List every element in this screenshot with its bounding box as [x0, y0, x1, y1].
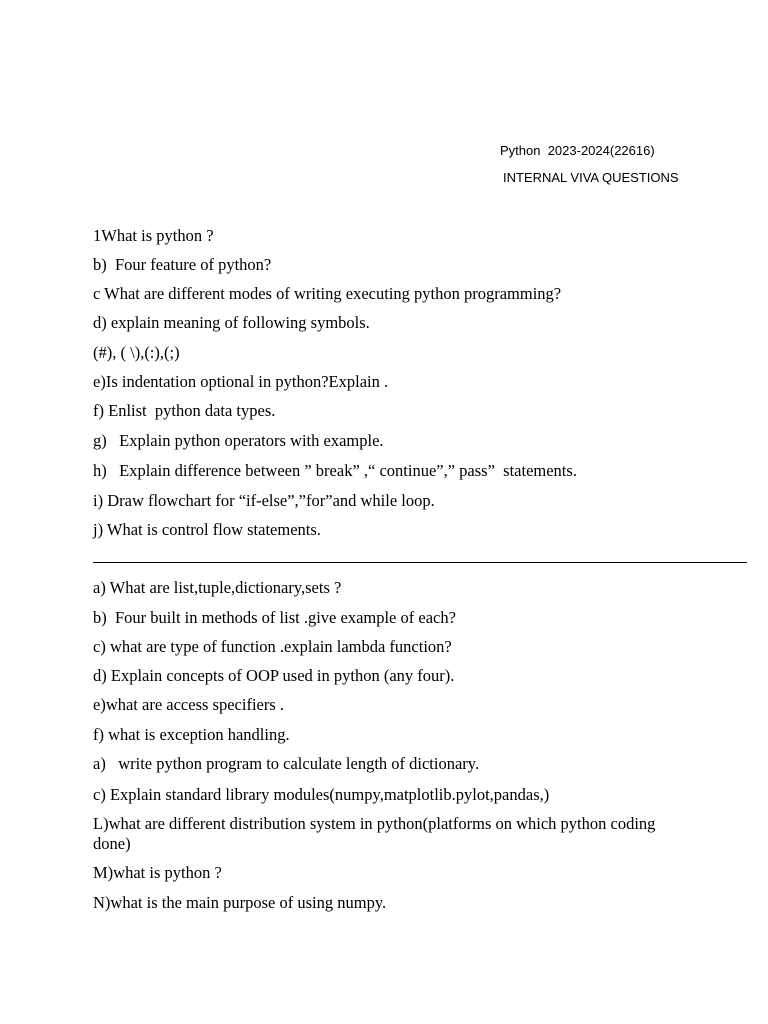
- question-2d: d) Explain concepts of OOP used in python (any four).: [93, 666, 455, 685]
- question-2e: e)what are access specifiers .: [93, 695, 285, 714]
- question-1h: h) Explain difference between ” break” ,“ continue”,” pass” statements.: [93, 461, 577, 480]
- question-2a-program: a) write python program to calculate length of dictionary.: [93, 754, 480, 773]
- question-1f: f) Enlist python data types.: [93, 401, 276, 420]
- question-2a: a) What are list,tuple,dictionary,sets ?: [93, 578, 342, 597]
- question-1b: b) Four feature of python?: [93, 255, 272, 274]
- question-2f: f) what is exception handling.: [93, 725, 290, 744]
- question-1e: e)Is indentation optional in python?Explain .: [93, 372, 389, 391]
- question-1c: c What are different modes of writing executing python programming?: [93, 284, 562, 303]
- question-1a: 1What is python ?: [93, 226, 214, 245]
- question-1j: j) What is control flow statements.: [93, 520, 321, 539]
- question-2n: N)what is the main purpose of using numpy.: [93, 893, 387, 912]
- question-1i: i) Draw flowchart for “if-else”,”for”and while loop.: [93, 491, 435, 510]
- question-1g: g) Explain python operators with example.: [93, 431, 384, 450]
- question-2l: L)what are different distribution system in python(platforms on which python coding done): [93, 814, 660, 853]
- question-1d-symbols: (#), ( \),(:),(;): [93, 343, 180, 362]
- document-title: Python 2023-2024(22616): [500, 143, 655, 158]
- section-divider: [93, 562, 747, 563]
- question-2m: M)what is python ?: [93, 863, 222, 882]
- question-2c-modules: c) Explain standard library modules(numpy,matplotlib.pylot,pandas,): [93, 785, 550, 804]
- question-2b: b) Four built in methods of list .give example of each?: [93, 608, 456, 627]
- document-subtitle: INTERNAL VIVA QUESTIONS: [503, 170, 679, 185]
- question-2c: c) what are type of function .explain lambda function?: [93, 637, 452, 656]
- question-1d: d) explain meaning of following symbols.: [93, 313, 370, 332]
